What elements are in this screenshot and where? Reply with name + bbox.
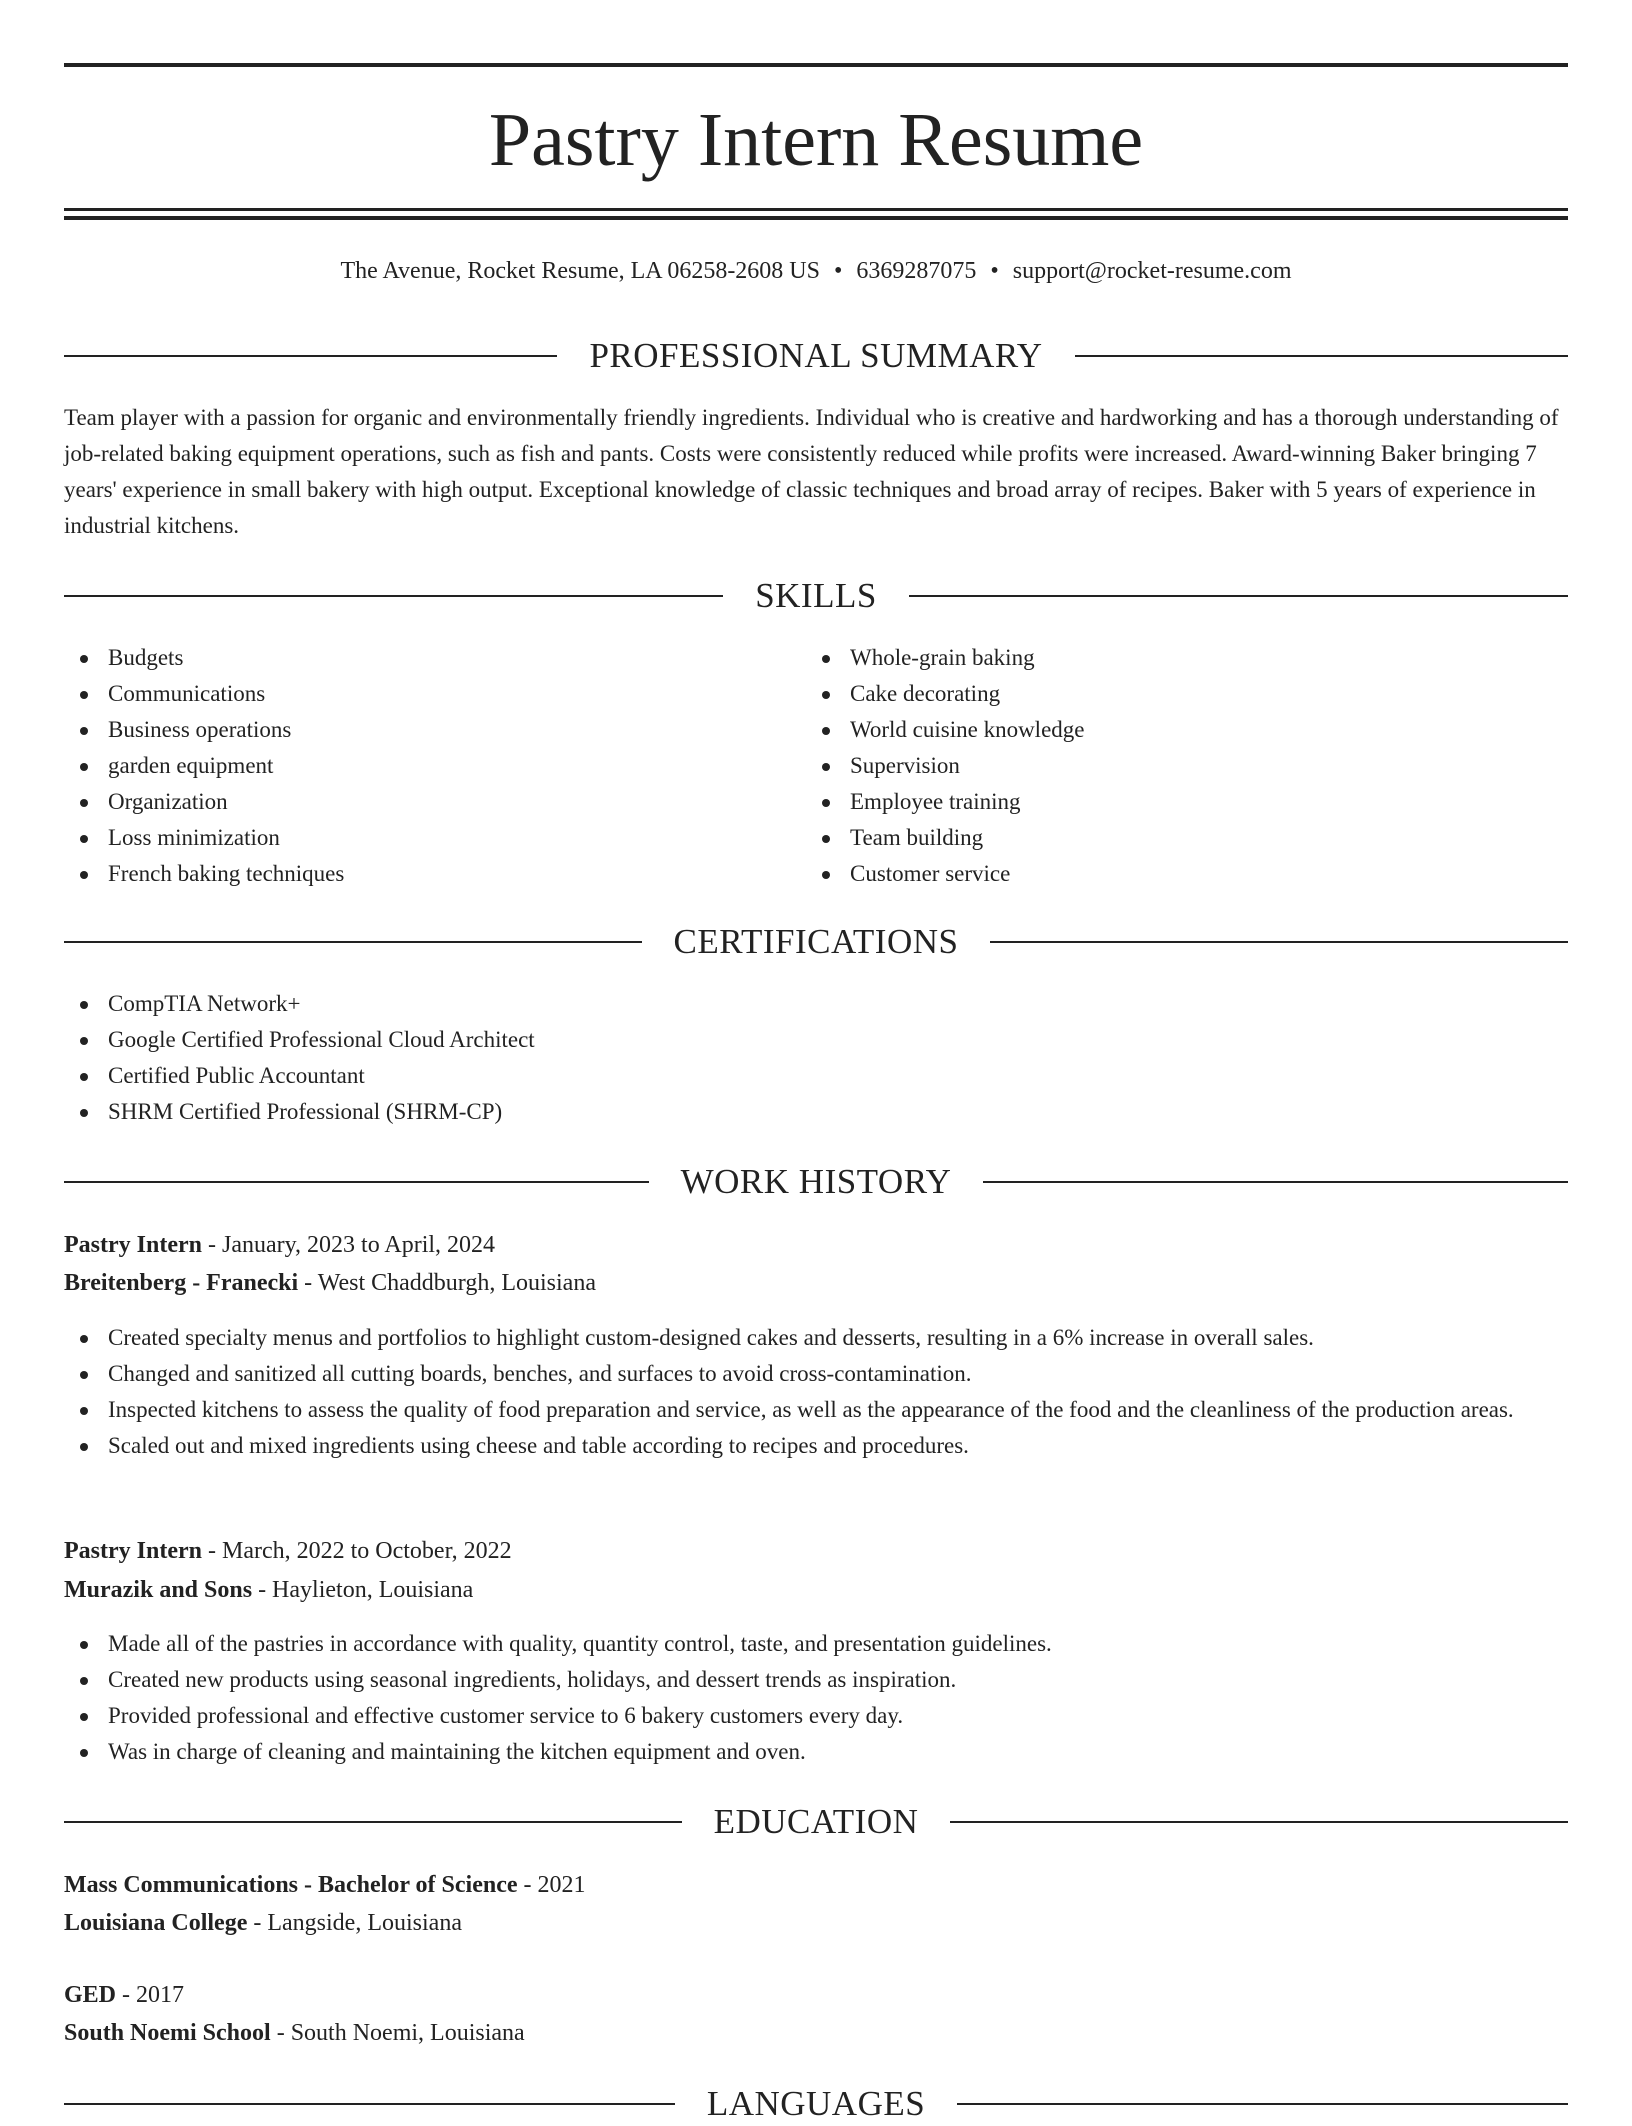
job-title-line <box>64 1532 512 1570</box>
resume-title: Pastry Intern Resume <box>488 98 1144 182</box>
job-duty-item: Created specialty menus and portfolios to highlight custom-designed cakes and desserts, resulting in a 6% increase in overall sales. <box>64 1320 1568 1356</box>
education-degree-line <box>64 1976 184 2014</box>
skills-list-left <box>64 640 804 892</box>
job-duty-item: Created new products using seasonal ingredients, holidays, and dessert trends as inspiration. <box>64 1662 1568 1698</box>
job-company-line <box>64 1571 473 1609</box>
contact-email: support@rocket-resume.com <box>1012 258 1292 284</box>
skill-item: Budgets <box>64 640 804 676</box>
job-company-line <box>64 1264 596 1302</box>
section-heading-summary <box>64 334 1568 378</box>
education-school-line <box>64 1904 462 1942</box>
certification-item: SHRM Certified Professional (SHRM-CP) <box>64 1094 1568 1130</box>
skill-item: Cake decorating <box>806 676 1546 712</box>
job-company: Breitenberg - Franecki <box>64 1270 299 1296</box>
job-duty-item: Provided professional and effective customer service to 6 bakery customers every day. <box>64 1698 1568 1734</box>
section-title: SKILLS <box>755 576 877 615</box>
section-heading-education <box>64 1800 1568 1844</box>
education-degree-line <box>64 1866 586 1904</box>
skill-item: Organization <box>64 784 804 820</box>
heading-rule-right <box>990 941 1568 943</box>
job-title: Pastry Intern <box>64 1538 202 1564</box>
skill-item: World cuisine knowledge <box>806 712 1546 748</box>
section-title: PROFESSIONAL SUMMARY <box>589 336 1043 375</box>
heading-rule-right <box>909 595 1568 597</box>
job-location: - West Chaddburgh, Louisiana <box>298 1270 596 1296</box>
skill-item: Loss minimization <box>64 820 804 856</box>
job-duties-list <box>64 1626 1568 1770</box>
education-degree: Mass Communications - Bachelor of Science <box>64 1872 518 1898</box>
education-year: - 2021 <box>517 1872 586 1898</box>
job-duty-item: Made all of the pastries in accordance with quality, quantity control, taste, and presentation guidelines. <box>64 1626 1568 1662</box>
contact-separator: • <box>833 258 843 284</box>
heading-rule-left <box>64 1181 649 1183</box>
job-title-line <box>64 1226 495 1264</box>
job-duty-item: Inspected kitchens to assess the quality of food preparation and service, as well as the appearance of the food and the cleanliness of the production areas. <box>64 1392 1568 1428</box>
certifications-list <box>64 986 1568 1130</box>
education-location: - Langside, Louisiana <box>247 1910 462 1936</box>
job-duty-item: Scaled out and mixed ingredients using cheese and table according to recipes and procedures. <box>64 1428 1568 1464</box>
skill-item: Supervision <box>806 748 1546 784</box>
heading-rule-right <box>1075 355 1568 357</box>
skill-item: Customer service <box>806 856 1546 892</box>
certification-item: Certified Public Accountant <box>64 1058 1568 1094</box>
section-title: CERTIFICATIONS <box>673 922 959 961</box>
heading-rule-left <box>64 1821 682 1823</box>
education-degree: GED <box>64 1982 117 2008</box>
section-title: EDUCATION <box>713 1802 919 1841</box>
summary-text: Team player with a passion for organic and environmentally friendly ingredients. Individual who is creative and hardworking and has a thorough understanding of job-related baking equipment operations, such as fish and pants. Costs were consistently reduced while profits were increased. Award-winning Baker bringing 7 years' experience in small bakery with high output. Exceptional knowledge of classic techniques and broad array of recipes. Baker with 5 years of experience in industrial kitchens. <box>64 405 1559 538</box>
education-school: Louisiana College <box>64 1910 248 1936</box>
section-title: WORK HISTORY <box>680 1162 952 1201</box>
skill-item: Communications <box>64 676 804 712</box>
skill-item: French baking techniques <box>64 856 804 892</box>
job-duty-item: Changed and sanitized all cutting boards, benches, and surfaces to avoid cross-contamination. <box>64 1356 1568 1392</box>
job-title: Pastry Intern <box>64 1232 202 1258</box>
header-top-rule <box>64 63 1568 67</box>
heading-rule-left <box>64 2103 675 2105</box>
header-double-rule-upper <box>64 208 1568 211</box>
skills-list-right <box>806 640 1546 892</box>
section-title: LANGUAGES <box>706 2084 926 2123</box>
section-heading-work-history <box>64 1160 1568 1204</box>
section-heading-skills <box>64 574 1568 618</box>
job-location: - Haylieton, Louisiana <box>252 1577 474 1603</box>
contact-line <box>64 254 1568 288</box>
education-year: - 2017 <box>116 1982 185 2008</box>
heading-rule-left <box>64 355 557 357</box>
job-company: Murazik and Sons <box>64 1577 253 1603</box>
heading-rule-right <box>957 2103 1568 2105</box>
header-double-rule-lower <box>64 216 1568 220</box>
skill-item: garden equipment <box>64 748 804 784</box>
job-dates: - March, 2022 to October, 2022 <box>201 1538 512 1564</box>
heading-rule-left <box>64 941 642 943</box>
education-location: - South Noemi, Louisiana <box>270 2020 525 2046</box>
skill-item: Employee training <box>806 784 1546 820</box>
certification-item: Google Certified Professional Cloud Architect <box>64 1022 1568 1058</box>
job-duty-item: Was in charge of cleaning and maintaining the kitchen equipment and oven. <box>64 1734 1568 1770</box>
skill-item: Business operations <box>64 712 804 748</box>
skill-item: Whole-grain baking <box>806 640 1546 676</box>
contact-phone: 6369287075 <box>856 258 977 284</box>
job-duties-list <box>64 1320 1568 1464</box>
heading-rule-right <box>950 1821 1568 1823</box>
certification-item: CompTIA Network+ <box>64 986 1568 1022</box>
contact-address: The Avenue, Rocket Resume, LA 06258-2608 US <box>340 258 820 284</box>
skill-item: Team building <box>806 820 1546 856</box>
heading-rule-left <box>64 595 723 597</box>
heading-rule-right <box>983 1181 1568 1183</box>
education-school-line <box>64 2014 525 2052</box>
education-school: South Noemi School <box>64 2020 271 2046</box>
contact-separator: • <box>990 258 999 284</box>
job-dates: - January, 2023 to April, 2024 <box>201 1232 496 1258</box>
section-heading-certifications <box>64 920 1568 964</box>
section-heading-languages <box>64 2082 1568 2126</box>
